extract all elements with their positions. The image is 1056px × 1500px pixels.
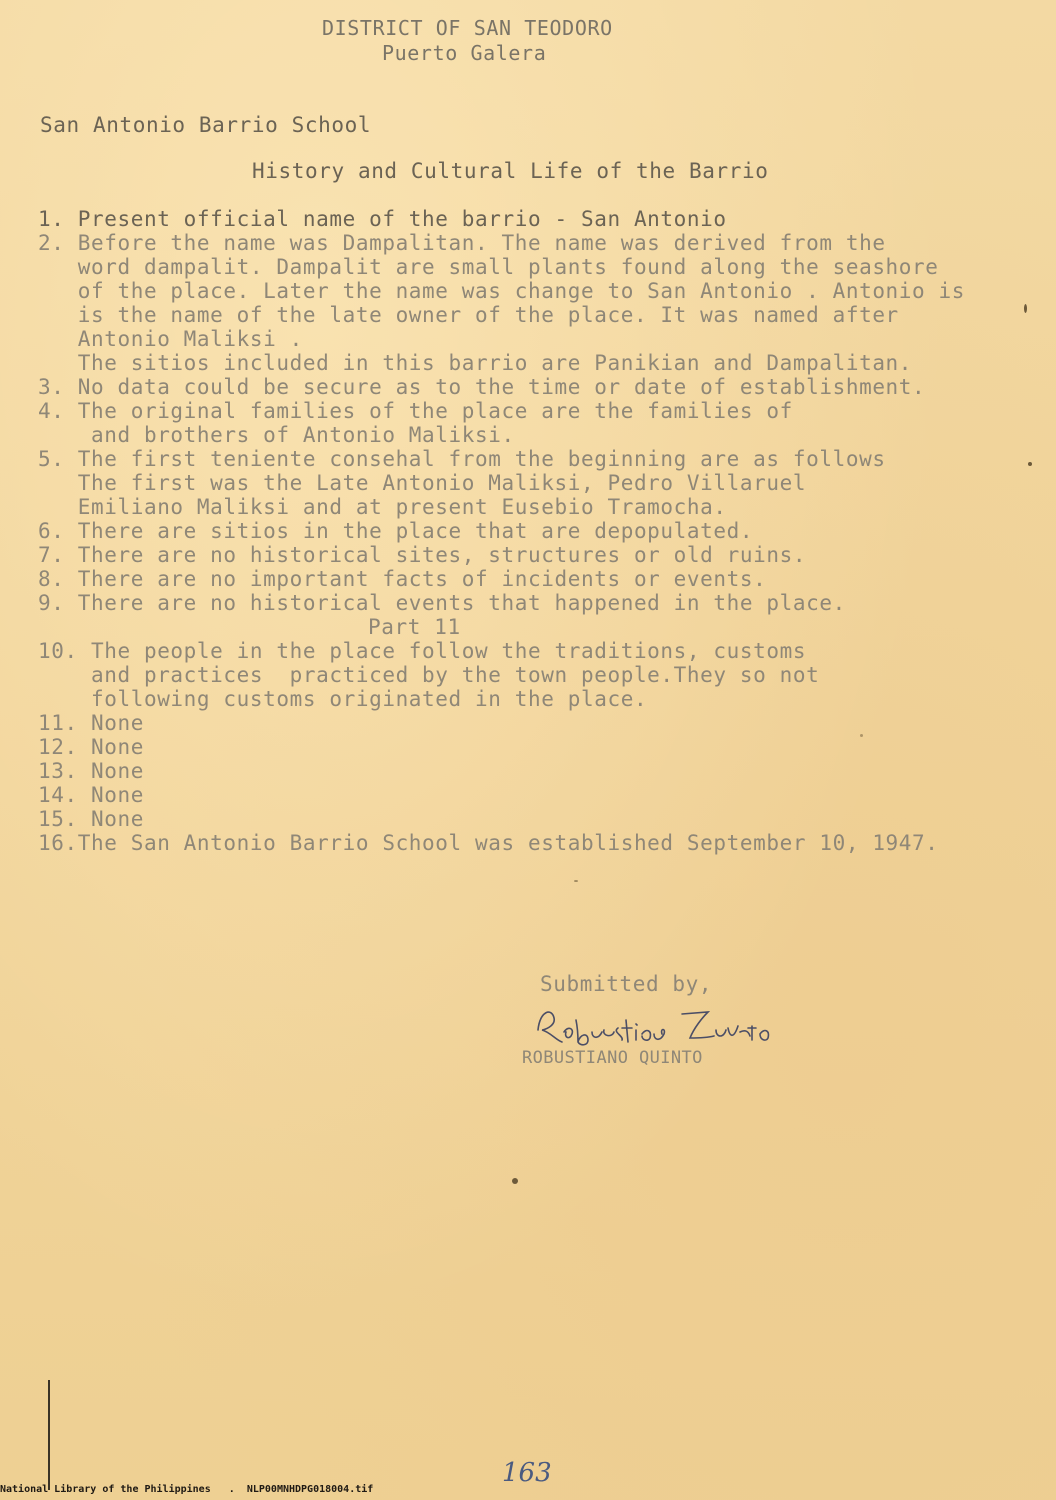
list-line: word dampalit. Dampalit are small plants found along the seashore <box>38 255 939 279</box>
list-line: and brothers of Antonio Maliksi. <box>38 423 515 447</box>
list-line: 11. None <box>38 711 144 735</box>
list-line: 4. The original families of the place are the families of <box>38 399 793 423</box>
list-line: 1. Present official name of the barrio - San Antonio <box>38 207 727 231</box>
part-heading: Part 11 <box>368 615 461 639</box>
list-line: 13. None <box>38 759 144 783</box>
list-line: 14. None <box>38 783 144 807</box>
list-line: is the name of the late owner of the place. It was named after <box>38 303 899 327</box>
town-heading: Puerto Galera <box>382 41 547 65</box>
list-line: 6. There are sitios in the place that are depopulated. <box>38 519 754 543</box>
list-line: Antonio Maliksi . <box>38 327 303 351</box>
list-line: 3. No data could be secure as to the time or date of establishment. <box>38 375 926 399</box>
paper-speck <box>512 1178 518 1184</box>
page-number: 163 <box>502 1458 552 1488</box>
list-line: 10. The people in the place follow the traditions, customs <box>38 639 807 663</box>
paper-speck <box>860 734 863 737</box>
document-title: History and Cultural Life of the Barrio <box>252 159 769 183</box>
list-line: 9. There are no historical events that happened in the place. <box>38 591 846 615</box>
submitted-by-label: Submitted by, <box>540 972 713 996</box>
list-line: The sitios included in this barrio are Panikian and Dampalitan. <box>38 351 913 375</box>
list-line: following customs originated in the place. <box>38 687 648 711</box>
list-line: 15. None <box>38 807 144 831</box>
paper-speck <box>1024 304 1027 313</box>
paper-speck <box>574 880 578 882</box>
school-name: San Antonio Barrio School <box>40 113 372 137</box>
list-line: 12. None <box>38 735 144 759</box>
list-line: 16.The San Antonio Barrio School was established September 10, 1947. <box>38 831 939 855</box>
list-line: 7. There are no historical sites, structures or old ruins. <box>38 543 807 567</box>
list-line: 8. There are no important facts of incidents or events. <box>38 567 767 591</box>
list-line: 5. The first teniente consehal from the beginning are as follows <box>38 447 886 471</box>
handwritten-signature <box>530 1000 780 1050</box>
paper-speck <box>1028 462 1032 466</box>
list-line: The first was the Late Antonio Maliksi, Pedro Villaruel <box>38 471 807 495</box>
list-line: and practices practiced by the town people.They so not <box>38 663 820 687</box>
list-line: Emiliano Maliksi and at present Eusebio Tramocha. <box>38 495 727 519</box>
margin-rule <box>48 1380 50 1490</box>
submitter-name: ROBUSTIANO QUINTO <box>522 1048 703 1068</box>
list-line: of the place. Later the name was change to San Antonio . Antonio is <box>38 279 966 303</box>
archive-footer: National Library of the Philippines . NLP00MNHDPG018004.tif <box>0 1484 374 1495</box>
list-line: 2. Before the name was Dampalitan. The name was derived from the <box>38 231 886 255</box>
district-heading: DISTRICT OF SAN TEODORO <box>322 16 613 40</box>
